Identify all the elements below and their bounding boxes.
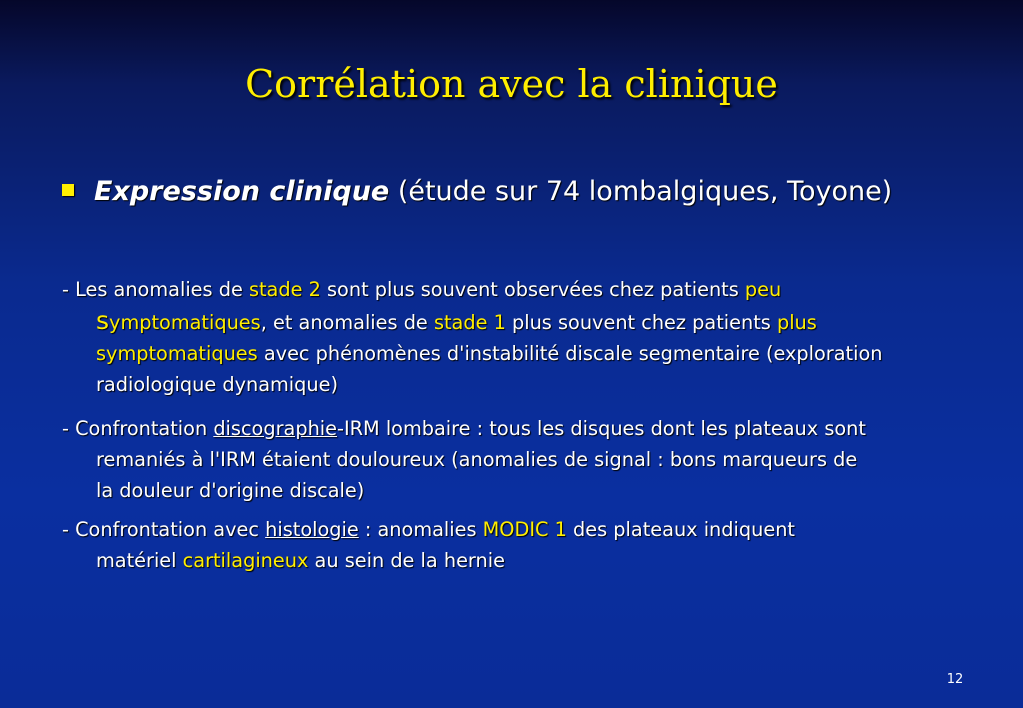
highlight-cartilagineux: cartilagineux bbox=[182, 549, 309, 572]
highlight-stade-2: stade 2 bbox=[248, 278, 321, 301]
slide-title: Corrélation avec la clinique bbox=[245, 62, 778, 106]
text: sont plus souvent observées chez patients bbox=[320, 278, 745, 301]
para2-line2: remaniés à l'IRM étaient douloureux (anomalies de signal : bons marqueurs de bbox=[96, 448, 858, 471]
paragraph-histologie bbox=[62, 514, 962, 576]
highlight-s: s bbox=[96, 306, 110, 335]
paragraph-discographie bbox=[62, 413, 962, 506]
para1-line4: radiologique dynamique) bbox=[96, 373, 339, 396]
para1-line1 bbox=[62, 274, 962, 305]
highlight-symptomatiques: ymptomatiques bbox=[109, 311, 261, 334]
text: - Les anomalies de bbox=[62, 278, 249, 301]
text: avec phénomènes d'instabilité discale segmentaire (exploration bbox=[257, 342, 883, 365]
para1-line3 bbox=[62, 338, 962, 369]
para3-line1 bbox=[62, 514, 962, 545]
page-number: 12 bbox=[946, 672, 964, 687]
text: plus souvent chez patients bbox=[505, 311, 777, 334]
underlined-histologie: histologie bbox=[265, 518, 359, 541]
text: , et anomalies de bbox=[260, 311, 434, 334]
text: - Confrontation bbox=[62, 417, 214, 440]
text: matériel bbox=[96, 549, 183, 572]
bullet-text: (étude sur 74 lombalgiques, Toyone) bbox=[389, 176, 893, 207]
text: - Confrontation avec bbox=[62, 518, 266, 541]
highlight-symptomatiques-2: symptomatiques bbox=[96, 342, 258, 365]
square-bullet-icon bbox=[62, 184, 74, 196]
text: des plateaux indiquent bbox=[566, 518, 795, 541]
highlight-plus: plus bbox=[776, 311, 817, 334]
bullet-item bbox=[62, 176, 892, 207]
bullet-emphasis: Expression clinique bbox=[94, 176, 390, 207]
text: : anomalies bbox=[358, 518, 483, 541]
paragraph-stages bbox=[62, 274, 962, 400]
highlight-peu: peu bbox=[744, 278, 782, 301]
highlight-modic-1: MODIC 1 bbox=[482, 518, 567, 541]
underlined-discographie: discographie bbox=[213, 417, 338, 440]
text: -IRM lombaire : tous les disques dont les plateaux sont bbox=[337, 417, 866, 440]
para1-line2 bbox=[62, 305, 962, 338]
text: au sein de la hernie bbox=[308, 549, 505, 572]
para3-line2 bbox=[62, 545, 962, 576]
para2-line3: la douleur d'origine discale) bbox=[96, 479, 365, 502]
para2-line1 bbox=[62, 413, 962, 444]
highlight-stade-1: stade 1 bbox=[433, 311, 506, 334]
